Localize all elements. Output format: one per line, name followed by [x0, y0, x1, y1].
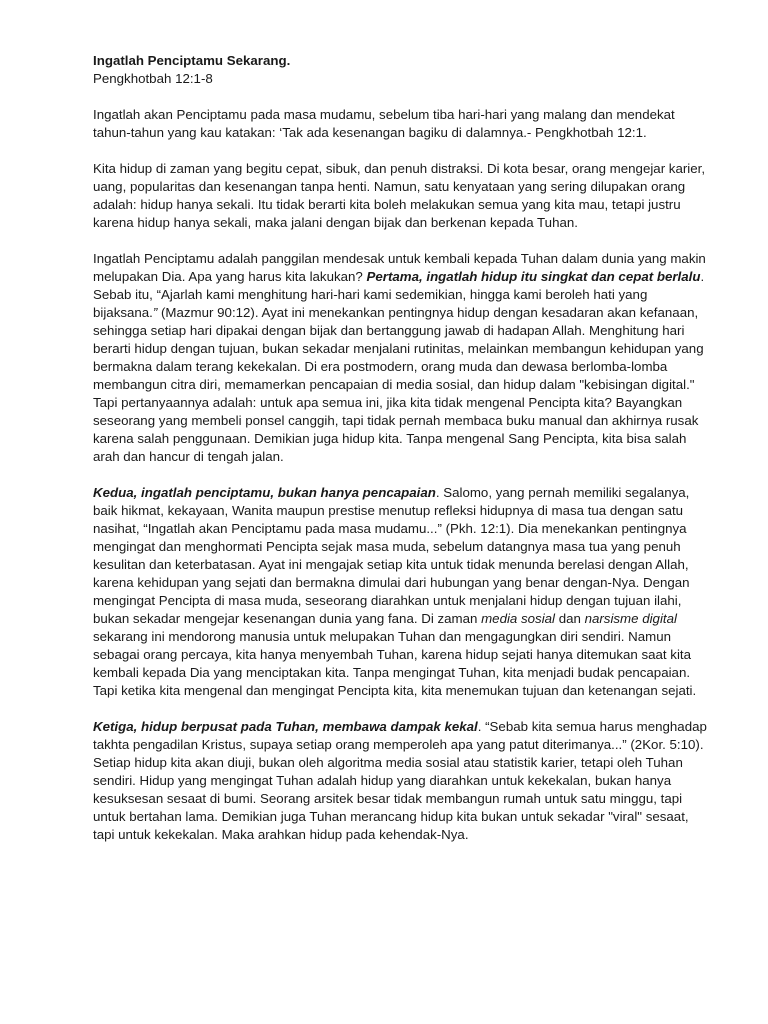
paragraph-point-two-text-b: . Salomo, yang pernah memiliki segalanya, baik hikmat, kekayaan, Wanita maupun prestise menutup refleksi hidupnya di masa tua dengan satu nasihat, “Ingatlah akan Penciptamu pada masa mudamu...” (Pkh. 12:1). Dia menekankan pentingnya mengingat dan menghormati Pencipta sejak masa muda, sebelum datangnya masa tua yang penuh kesulitan dan keterbatasan. Ayat ini mengajak setiap kita untuk tidak menunda berelasi dengan Allah, karena kehidupan yang sejati dan bermakna dimulai dari hubungan yang benar dengan-Nya. Dengan mengingat Pencipta di masa muda, seseorang diarahkan untuk menjalani hidup dengan tujuan ilahi, bukan sekadar mengejar kesenangan dunia yang fana. Di zaman	[93, 485, 690, 626]
scripture-reference: Pengkhotbah 12:1-8	[93, 71, 213, 86]
paragraph-point-three-text-b: . “Sebab kita semua harus menghadap takhta pengadilan Kristus, supaya setiap orang memperoleh apa yang patut diterimanya...” (2Kor. 5:10). Setiap hidup kita akan diuji, bukan oleh algoritma media sosial atau statistik karier, tetapi oleh Tuhan sendiri. Hidup yang mengingat Tuhan adalah hidup yang diarahkan untuk kekekalan, bukan hanya kesuksesan sesaat di bumi. Seorang arsitek besar tidak membangun rumah untuk satu minggu, tapi untuk bertahan lama. Demikian juga Tuhan merancang hidup kita bukan untuk sekadar "viral" sesaat, tapi untuk kekekalan. Maka arahkan hidup pada kehendak-Nya.	[93, 719, 707, 842]
paragraph-point-one-text-a: Ingatlah Penciptamu adalah panggilan mendesak untuk kembali kepada Tuhan dalam dunia yang makin melupakan Dia. Apa yang harus kita lakukan?	[93, 251, 706, 284]
document-title: Ingatlah Penciptamu Sekarang.	[93, 53, 291, 68]
paragraph-point-one	[93, 250, 708, 466]
paragraph-point-three	[93, 718, 708, 844]
paragraph-point-two-text-d: dan	[555, 611, 585, 626]
paragraph-point-two-text-f: sekarang ini mendorong manusia untuk melupakan Tuhan dan mengagungkan diri sendiri. Namun sebagai orang percaya, kita hanya menyembah Tuhan, karena hidup sejati hanya ditemukan saat kita kembali kepada Dia yang menciptakan kita. Tanpa mengingat Tuhan, kita menjadi budak pencapaian. Tapi ketika kita mengenal dan mengingat Pencipta kita, kita menemukan tujuan dan ketenangan sejati.	[93, 629, 697, 698]
paragraph-point-one-text-c: . Sebab itu, “Ajarlah kami menghitung hari-hari kami sedemikian, hingga kami beroleh hati yang bijaksana.	[93, 269, 705, 320]
paragraph-point-one-text-e: (Mazmur 90:12). Ayat ini menekankan pentingnya hidup dengan kesadaran akan kefanaan, sehingga setiap hari dipakai dengan bijak dan bertanggung jawab di hadapan Allah. Menghitung hari berarti hidup dengan tujuan, bukan sekadar menjalani rutinitas, melainkan membangun kehidupan yang bermakna dalam terang kekekalan. Di era postmodern, orang muda dan dewasa berlomba-lomba membangun citra diri, memamerkan pencapaian di media sosial, dan hidup dalam "kebisingan digital." Tapi pertanyaannya adalah: untuk apa semua ini, jika kita tidak mengenal Pencipta kita? Bayangkan seseorang yang membeli ponsel canggih, tapi tidak pernah membaca buku manual dan akhirnya rusak karena salah penggunaan. Demikian juga hidup kita. Tanpa mengenal Sang Pencipta, kita bisa salah arah dan hancur di tengah jalan.	[93, 305, 704, 464]
paragraph-point-two	[93, 484, 708, 700]
point-three-heading: Ketiga, hidup berpusat pada Tuhan, membawa dampak kekal	[93, 719, 478, 734]
paragraph-context: Kita hidup di zaman yang begitu cepat, sibuk, dan penuh distraksi. Di kota besar, orang mengejar karier, uang, popularitas dan kesenangan tanpa henti. Namun, satu kenyataan yang sering dilupakan orang adalah: hidup hanya sekali. Itu tidak berarti kita boleh melakukan semua yang kita mau, tetapi justru karena hidup hanya sekali, maka jalani dengan bijak dan berkenan kepada Tuhan.	[93, 161, 706, 230]
point-one-heading: Pertama, ingatlah hidup itu singkat dan cepat berlalu	[366, 269, 701, 284]
paragraph-intro-verse: Ingatlah akan Penciptamu pada masa mudamu, sebelum tiba hari-hari yang malang dan mendekat tahun-tahun yang kau katakan: ‘Tak ada kesenangan bagiku di dalamnya.- Pengkhotbah 12:1.	[93, 107, 675, 140]
term-narsisme-digital: narsisme digital	[584, 611, 677, 626]
point-two-heading: Kedua, ingatlah penciptamu, bukan hanya pencapaian	[93, 485, 436, 500]
term-media-sosial: media sosial	[481, 611, 555, 626]
closing-quote-mark: ”	[152, 305, 158, 320]
